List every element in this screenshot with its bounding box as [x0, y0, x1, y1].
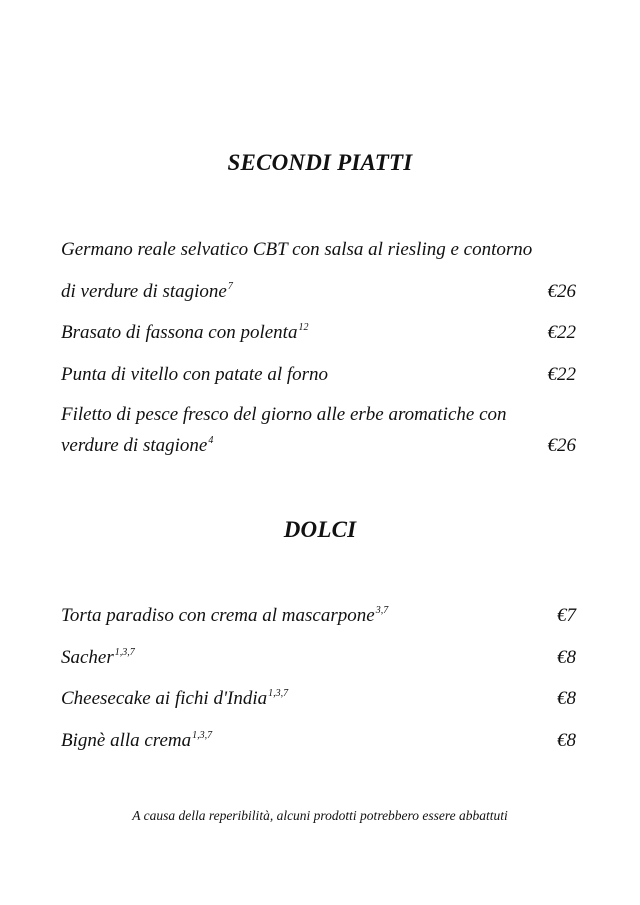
- menu-item-price: €26: [547, 281, 576, 302]
- allergen-codes: 3,7: [375, 605, 389, 616]
- allergen-codes: 4: [208, 435, 214, 446]
- menu-item-price: €7: [557, 605, 576, 626]
- menu-item-name: Filetto di pesce fresco del giorno alle erbe aromatiche con: [61, 404, 507, 425]
- menu-item-name: Brasato di fassona con polenta: [61, 322, 298, 343]
- menu-item-name: Sacher: [61, 647, 114, 668]
- menu-item-price: €8: [557, 688, 576, 709]
- menu-item-name-cont: di verdure di stagione: [61, 281, 227, 302]
- footer-note: A causa della reperibilità, alcuni prodotti potrebbero essere abbattuti: [132, 808, 508, 823]
- menu-item-name: Punta di vitello con patate al forno: [61, 364, 329, 385]
- menu-item-name: Torta paradiso con crema al mascarpone: [61, 605, 375, 626]
- section-title-dolci: DOLCI: [283, 517, 357, 542]
- menu-item-name: Bignè alla crema: [61, 730, 192, 751]
- menu-item-price: €8: [557, 730, 576, 751]
- section-title-secondi: SECONDI PIATTI: [227, 150, 413, 175]
- menu-item-price: €8: [557, 647, 576, 668]
- menu-item-name: Cheesecake ai fichi d'India: [61, 688, 268, 709]
- allergen-codes: 1,3,7: [268, 688, 289, 699]
- menu-item-price: €22: [547, 322, 576, 343]
- menu-item-name-cont: verdure di stagione: [61, 435, 208, 456]
- allergen-codes: 1,3,7: [192, 730, 213, 741]
- allergen-codes: 12: [298, 322, 309, 333]
- allergen-codes: 1,3,7: [114, 647, 135, 658]
- allergen-codes: 7: [227, 281, 233, 292]
- menu-item-name: Germano reale selvatico CBT con salsa al riesling e contorno: [61, 239, 533, 260]
- menu-item-price: €26: [547, 435, 576, 456]
- menu-item-price: €22: [547, 364, 576, 385]
